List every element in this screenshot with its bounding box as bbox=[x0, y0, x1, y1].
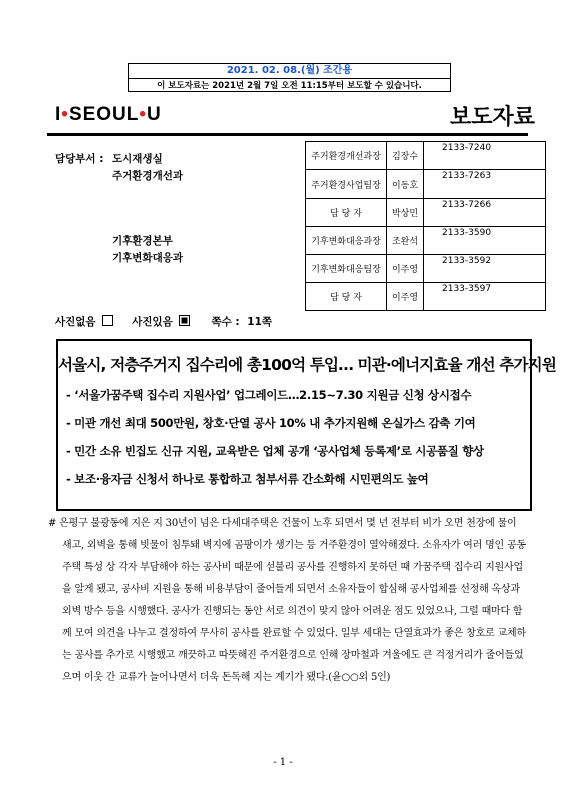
contact-role: 기후변화대응팀장 bbox=[306, 255, 387, 283]
page-count-label: 쪽수 : bbox=[211, 316, 240, 328]
contact-role: 담 당 자 bbox=[306, 199, 387, 227]
contact-phone: 2133-7240 bbox=[424, 142, 546, 170]
contact-row bbox=[306, 255, 546, 283]
contact-role: 기후변화대응과장 bbox=[306, 227, 387, 255]
department-name: 주거환경개선과 bbox=[112, 170, 184, 182]
body-paragraph: # 은평구 불광동에 지은 지 30년이 넘은 다세대주택은 건물이 노후 되면서 몇 년 전부터 비가 오면 천장에 물이 새고, 외벽을 통해 빗물이 침투돼 벽지에 곰팡이가 생기는 등 거주환경이 열악해졌다. 소유자가 여러 명인 공동주택 특성 상 각자 부담해야 하는 공사비 때문에 섣불리 공사를 진행하지 못하던 때 가꿈주택 집수리 지원사업을 알게 됐고, 공사비 지원을 통해 비용부담이 줄어들게 되면서 소유자들이 합심해 공사업체를 선정해 옥상과 외벽 방수 등을 시행했다. 공사가 진행되는 동안 서로 의견이 맞지 않아 어려운 점도 있었으나, 그럴 때마다 함께 모여 의견을 나누고 결정하여 무사히 공사를 완료할 수 있었다. 일부 세대는 단열효과가 좋은 창호로 교체하는 공사를 추가로 시행했고 깨끗하고 따뜻해진 주거환경으로 인해 장마철과 겨울에도 큰 걱정거리가 줄어들었으며 이웃 간 교류가 늘어나면서 더욱 돈독해 지는 계기가 됐다.(윤○○외 5인) bbox=[48, 518, 526, 683]
page-count-value: 11쪽 bbox=[247, 316, 273, 328]
contact-name: 김장수 bbox=[387, 142, 424, 170]
contact-name: 조완석 bbox=[387, 227, 424, 255]
has-photo-label: 사진있음 bbox=[132, 316, 173, 328]
logo-text-u: U bbox=[147, 104, 162, 125]
logo-dot: • bbox=[61, 104, 69, 125]
release-date: 2021. 02. 08.(월) 조간용 bbox=[129, 64, 450, 79]
headline-title: 서울시, 저층주거지 집수리에 총100억 투입… 미관·에너지효율 개선 추가지원 bbox=[58, 356, 557, 374]
contact-row bbox=[306, 227, 546, 255]
contact-name: 이주영 bbox=[387, 283, 424, 311]
contact-name: 이주영 bbox=[387, 255, 424, 283]
headline-bullet: - 미관 개선 최대 500만원, 창호·단열 공사 10% 내 추가지원해 온실가스 감축 기여 bbox=[66, 416, 476, 430]
contact-name: 이동호 bbox=[387, 170, 424, 199]
page-number: - 1 - bbox=[273, 757, 293, 768]
headline-bullet: - 보조·융자금 신청서 하나로 통합하고 첨부서류 간소화해 시민편의도 높여 bbox=[66, 472, 429, 486]
contact-row bbox=[306, 170, 546, 199]
contact-row bbox=[306, 142, 546, 170]
headline-box bbox=[56, 339, 557, 511]
department-label: 담당부서 : bbox=[55, 153, 104, 165]
headline-bullet: - 민간 소유 빈집도 신규 지원, 교육받은 업체 공개 ‘공사업체 등록제’로 시공품질 향상 bbox=[66, 444, 484, 458]
body-text bbox=[48, 513, 526, 689]
contact-phone: 2133-7263 bbox=[424, 170, 546, 199]
department-name: 도시재생실 bbox=[112, 153, 163, 165]
contact-phone: 2133-3590 bbox=[424, 227, 546, 255]
contact-role: 주거환경개선과장 bbox=[306, 142, 387, 170]
contacts-table bbox=[305, 141, 546, 311]
contact-row bbox=[306, 283, 546, 311]
release-date-box bbox=[128, 63, 451, 92]
headline-bullet: - ‘서울가꿈주택 집수리 지원사업’ 업그레이드…2.15~7.30 지원금 신청 상시접수 bbox=[66, 388, 472, 402]
department-name: 기후변화대응과 bbox=[112, 252, 184, 264]
department-name: 기후환경본부 bbox=[112, 235, 173, 247]
has-photo-checkbox bbox=[179, 315, 190, 326]
contact-row bbox=[306, 199, 546, 227]
header-divider bbox=[47, 133, 528, 136]
logo-dot: • bbox=[139, 104, 148, 125]
contact-phone: 2133-7266 bbox=[424, 199, 546, 227]
no-photo-checkbox bbox=[102, 315, 113, 326]
logo-text-seoul: SEOUL bbox=[68, 104, 140, 125]
contact-role: 담 당 자 bbox=[306, 283, 387, 311]
no-photo-label: 사진없음 bbox=[55, 316, 96, 328]
seoul-logo bbox=[55, 104, 162, 126]
embargo-note: 이 보도자료는 2021년 2월 7일 오전 11:15부터 보도할 수 있습니다. bbox=[157, 81, 422, 91]
contact-phone: 2133-3592 bbox=[424, 255, 546, 283]
contact-role: 주거환경사업팀장 bbox=[306, 170, 387, 199]
photo-info bbox=[55, 314, 272, 329]
logo-text-i: I bbox=[55, 104, 62, 125]
contact-name: 박상민 bbox=[387, 199, 424, 227]
document-type-title: 보도자료 bbox=[450, 104, 536, 129]
contact-phone: 2133-3597 bbox=[424, 283, 546, 311]
